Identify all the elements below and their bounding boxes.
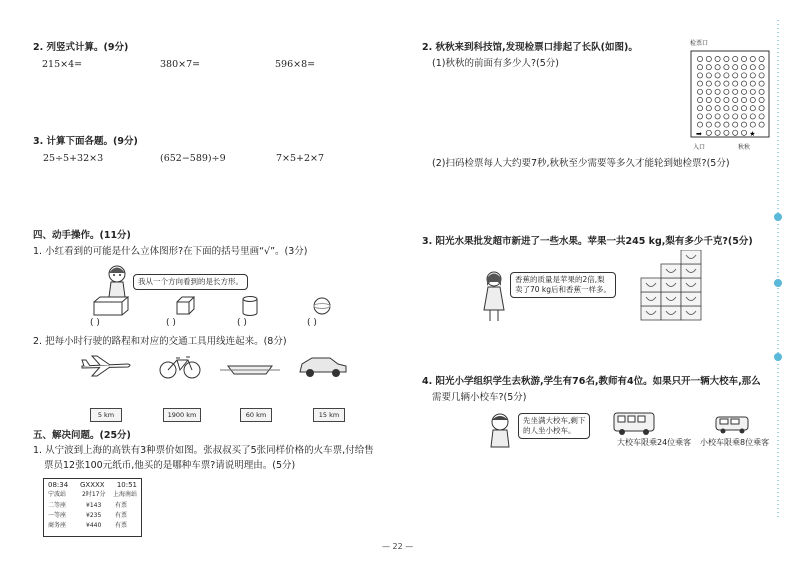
ticket-price: ¥143 <box>86 502 102 509</box>
queue-person-icon <box>724 56 729 61</box>
queue-person-icon <box>724 89 729 94</box>
departure-time: 08:34 <box>48 481 69 489</box>
seat-type: 二等座 <box>48 502 67 509</box>
queue-person-icon <box>706 65 711 70</box>
queue-person-icon <box>715 65 720 70</box>
page-number: — 22 — <box>382 542 414 551</box>
queue-person-icon <box>697 122 702 127</box>
r-q3-bubble <box>510 272 616 298</box>
cube-shape <box>177 297 194 314</box>
ticket-status: 有票 <box>114 512 127 519</box>
queue-person-icon <box>697 114 702 119</box>
s4-q1-bubble: 我从一个方向看到的是长方形。 <box>133 274 248 290</box>
ticket-row <box>48 512 137 520</box>
woman-illustration <box>480 270 508 322</box>
star-icon: ★ <box>749 129 756 138</box>
queue-person-icon <box>750 114 755 119</box>
s5-q1-line1: 1. 从宁波到上海的高铁有3种票价如图。张叔叔买了5张同样价格的火车票,付给售 <box>33 445 374 456</box>
binding-hole-icon <box>774 213 782 221</box>
queue-person-icon <box>759 81 764 86</box>
queue-person-icon <box>724 65 729 70</box>
queue-person-icon <box>706 73 711 78</box>
queue-person-icon <box>706 106 711 111</box>
ticket-price: ¥235 <box>86 512 102 519</box>
queue-person-icon <box>715 106 720 111</box>
seat-type: 一等座 <box>48 512 67 519</box>
queue-person-icon <box>741 122 746 127</box>
queue-person-icon <box>733 56 738 61</box>
queue-person-icon <box>750 97 755 102</box>
queue-person-icon <box>750 106 755 111</box>
small-bus-caption: 小校车限乘8位乘客 <box>700 438 770 447</box>
train-number: GXXXX <box>80 481 105 489</box>
boy-illustration <box>486 412 514 448</box>
queue-person-icon <box>750 65 755 70</box>
queue-person-icon <box>759 89 764 94</box>
queue-person-icon <box>706 130 711 135</box>
r-q4-line1: 4. 阳光小学组织学生去秋游,学生有76名,教师有4位。如果只开一辆大校车,那么 <box>422 376 761 387</box>
queue-person-icon <box>715 97 720 102</box>
r-q2-sub1: (1)秋秋的前面有多少人?(5分) <box>432 58 559 69</box>
queue-person-icon <box>697 97 702 102</box>
seat-type: 商务座 <box>48 522 67 529</box>
fruit-box <box>661 278 681 292</box>
queue-person-icon <box>706 89 711 94</box>
queue-person-icon <box>715 56 720 61</box>
queue-person-icon <box>759 122 764 127</box>
q3-title: 3. 计算下面各题。(9分) <box>33 136 138 147</box>
queue-person-icon <box>724 97 729 102</box>
ticket-header <box>48 481 137 489</box>
small-bus-icon <box>714 414 750 436</box>
queue-person-icon <box>759 56 764 61</box>
queue-person-icon <box>741 73 746 78</box>
answer-bracket[interactable]: ( ) <box>90 318 100 328</box>
queue-person-icon <box>715 130 720 135</box>
queue-person-icon <box>724 122 729 127</box>
answer-bracket[interactable]: ( ) <box>237 318 247 328</box>
queue-person-icon <box>706 81 711 86</box>
fruit-box <box>641 278 661 292</box>
queue-person-icon <box>759 114 764 119</box>
cuboid-shape <box>94 297 128 315</box>
ticket-status: 有票 <box>114 502 127 509</box>
r-q3-title: 3. 阳光水果批发超市新进了一些水果。苹果一共245 kg,梨有多少千克?(5分) <box>422 236 753 247</box>
queue-person-icon <box>759 106 764 111</box>
calc-item: 25÷5+32×3 <box>43 153 104 164</box>
fruit-box <box>661 292 681 306</box>
fruit-box <box>681 306 701 320</box>
queue-person-icon <box>706 114 711 119</box>
queue-person-icon <box>697 81 702 86</box>
duration: 2时17分 <box>82 491 106 498</box>
answer-bracket[interactable]: ( ) <box>166 318 176 328</box>
car-icon <box>300 358 346 377</box>
queue-person-icon <box>733 106 738 111</box>
queue-person-icon <box>741 65 746 70</box>
queue-person-icon <box>733 89 738 94</box>
queue-person-icon <box>715 114 720 119</box>
distance-sign[interactable]: 1900 km <box>163 408 201 422</box>
ticket-row <box>48 522 137 530</box>
bubble-line: 先坐满大校车,剩下 <box>523 416 586 425</box>
queue-person-icon <box>733 114 738 119</box>
queue-person-icon <box>750 56 755 61</box>
queue-person-icon <box>733 130 738 135</box>
calc-item: (652−589)÷9 <box>160 153 226 164</box>
arrival-time: 10:51 <box>116 481 137 489</box>
queue-person-icon <box>697 106 702 111</box>
queue-person-icon <box>697 56 702 61</box>
queue-person-icon <box>741 81 746 86</box>
train-ticket-table <box>43 478 142 537</box>
fruit-box <box>641 292 661 306</box>
queue-person-icon <box>697 89 702 94</box>
section-4-title: 四、动手操作。(11分) <box>33 230 131 241</box>
queue-person-icon <box>724 130 729 135</box>
fruit-box <box>681 292 701 306</box>
queue-person-icon <box>715 81 720 86</box>
queue-person-icon <box>741 106 746 111</box>
r-q4-line2: 需要几辆小校车?(5分) <box>432 392 527 403</box>
sphere-shape <box>314 298 330 314</box>
r-q4-bubble <box>518 413 590 439</box>
queue-person-icon <box>706 56 711 61</box>
vehicles <box>80 352 350 380</box>
girl-illustration <box>104 264 130 298</box>
calc-item: 596×8= <box>275 59 316 70</box>
queue-entrance-label: 入口 <box>693 144 706 151</box>
fruit-box <box>681 264 701 278</box>
queue-person-icon <box>697 65 702 70</box>
airplane-icon <box>82 356 130 376</box>
queue-person-icon <box>715 122 720 127</box>
ticket-price: ¥440 <box>86 522 102 529</box>
from-station: 宁波站 <box>48 491 67 498</box>
big-bus-caption: 大校车限乘24位乘客 <box>617 438 692 447</box>
s4-q2-text: 2. 把每小时行驶的路程和对应的交通工具用线连起来。(8分) <box>33 336 287 347</box>
calc-item: 7×5+2×7 <box>276 153 325 164</box>
queue-gate-label: 检票口 <box>690 40 709 47</box>
ticket-status: 有票 <box>114 522 127 529</box>
distance-sign[interactable]: 5 km <box>90 408 122 422</box>
q2-title: 2. 列竖式计算。(9分) <box>33 42 129 53</box>
bubble-line: 香蕉的质量是苹果的2倍,梨 <box>515 275 605 284</box>
queue-person-icon <box>706 122 711 127</box>
calc-item: 215×4= <box>42 59 83 70</box>
queue-person-icon <box>733 81 738 86</box>
r-q2-title: 2. 秋秋来到科技馆,发现检票口排起了长队(如图)。 <box>422 42 638 53</box>
queue-diagram <box>690 50 772 144</box>
queue-person-icon <box>741 114 746 119</box>
bicycle-icon <box>160 357 200 378</box>
queue-person-icon <box>750 73 755 78</box>
section-5-title: 五、解决问题。(25分) <box>33 430 131 441</box>
s4-q1-text: 1. 小红看到的可能是什么立体图形?在下面的括号里画“√”。(3分) <box>33 246 308 257</box>
solid-shapes <box>90 296 350 318</box>
book-edge-decoration <box>772 0 800 571</box>
cylinder-shape <box>243 297 257 316</box>
queue-person-icon <box>759 65 764 70</box>
queue-person-icon <box>733 122 738 127</box>
queue-person-icon <box>741 97 746 102</box>
distance-sign[interactable]: 60 km <box>240 408 272 422</box>
queue-person-icon <box>697 73 702 78</box>
queue-person-icon <box>759 97 764 102</box>
queue-person-icon <box>724 114 729 119</box>
queue-person-icon <box>733 73 738 78</box>
queue-person-icon <box>724 81 729 86</box>
fruit-box <box>661 264 681 278</box>
bubble-line: 的人坐小校车。 <box>523 426 576 435</box>
to-station: 上海南站 <box>112 491 137 498</box>
queue-person-icon <box>733 97 738 102</box>
fruit-box <box>661 306 681 320</box>
queue-person-icon <box>741 130 746 135</box>
calc-item: 380×7= <box>160 59 201 70</box>
arrow-icon: ➡ <box>696 129 702 138</box>
fruit-box <box>681 250 701 264</box>
queue-person-icon <box>706 97 711 102</box>
queue-person-icon <box>715 89 720 94</box>
fruit-boxes <box>637 250 717 322</box>
binding-hole-icon <box>774 353 782 361</box>
r-q2-sub2: (2)扫码检票每人大约要7秒,秋秋至少需要等多久才能轮到她检票?(5分) <box>432 158 730 169</box>
queue-person-icon <box>715 73 720 78</box>
queue-name-label: 秋秋 <box>738 144 751 151</box>
ticket-route <box>48 491 137 499</box>
queue-person-icon <box>759 73 764 78</box>
boat-icon <box>220 366 280 374</box>
queue-person-icon <box>750 89 755 94</box>
distance-sign[interactable]: 15 km <box>313 408 345 422</box>
fruit-box <box>641 306 661 320</box>
queue-person-icon <box>750 81 755 86</box>
fruit-box <box>681 278 701 292</box>
s5-q1-line2: 票员12张100元纸币,他买的是哪种车票?请说明理由。(5分) <box>44 460 296 471</box>
big-bus-icon <box>612 410 656 436</box>
bubble-line: 卖了70 kg后和香蕉一样多。 <box>515 285 612 294</box>
queue-person-icon <box>724 106 729 111</box>
queue-person-icon <box>733 65 738 70</box>
queue-person-icon <box>724 73 729 78</box>
answer-bracket[interactable]: ( ) <box>307 318 317 328</box>
queue-person-icon <box>750 122 755 127</box>
binding-hole-icon <box>774 279 782 287</box>
queue-person-icon <box>741 89 746 94</box>
queue-person-icon <box>741 56 746 61</box>
ticket-row <box>48 502 137 510</box>
